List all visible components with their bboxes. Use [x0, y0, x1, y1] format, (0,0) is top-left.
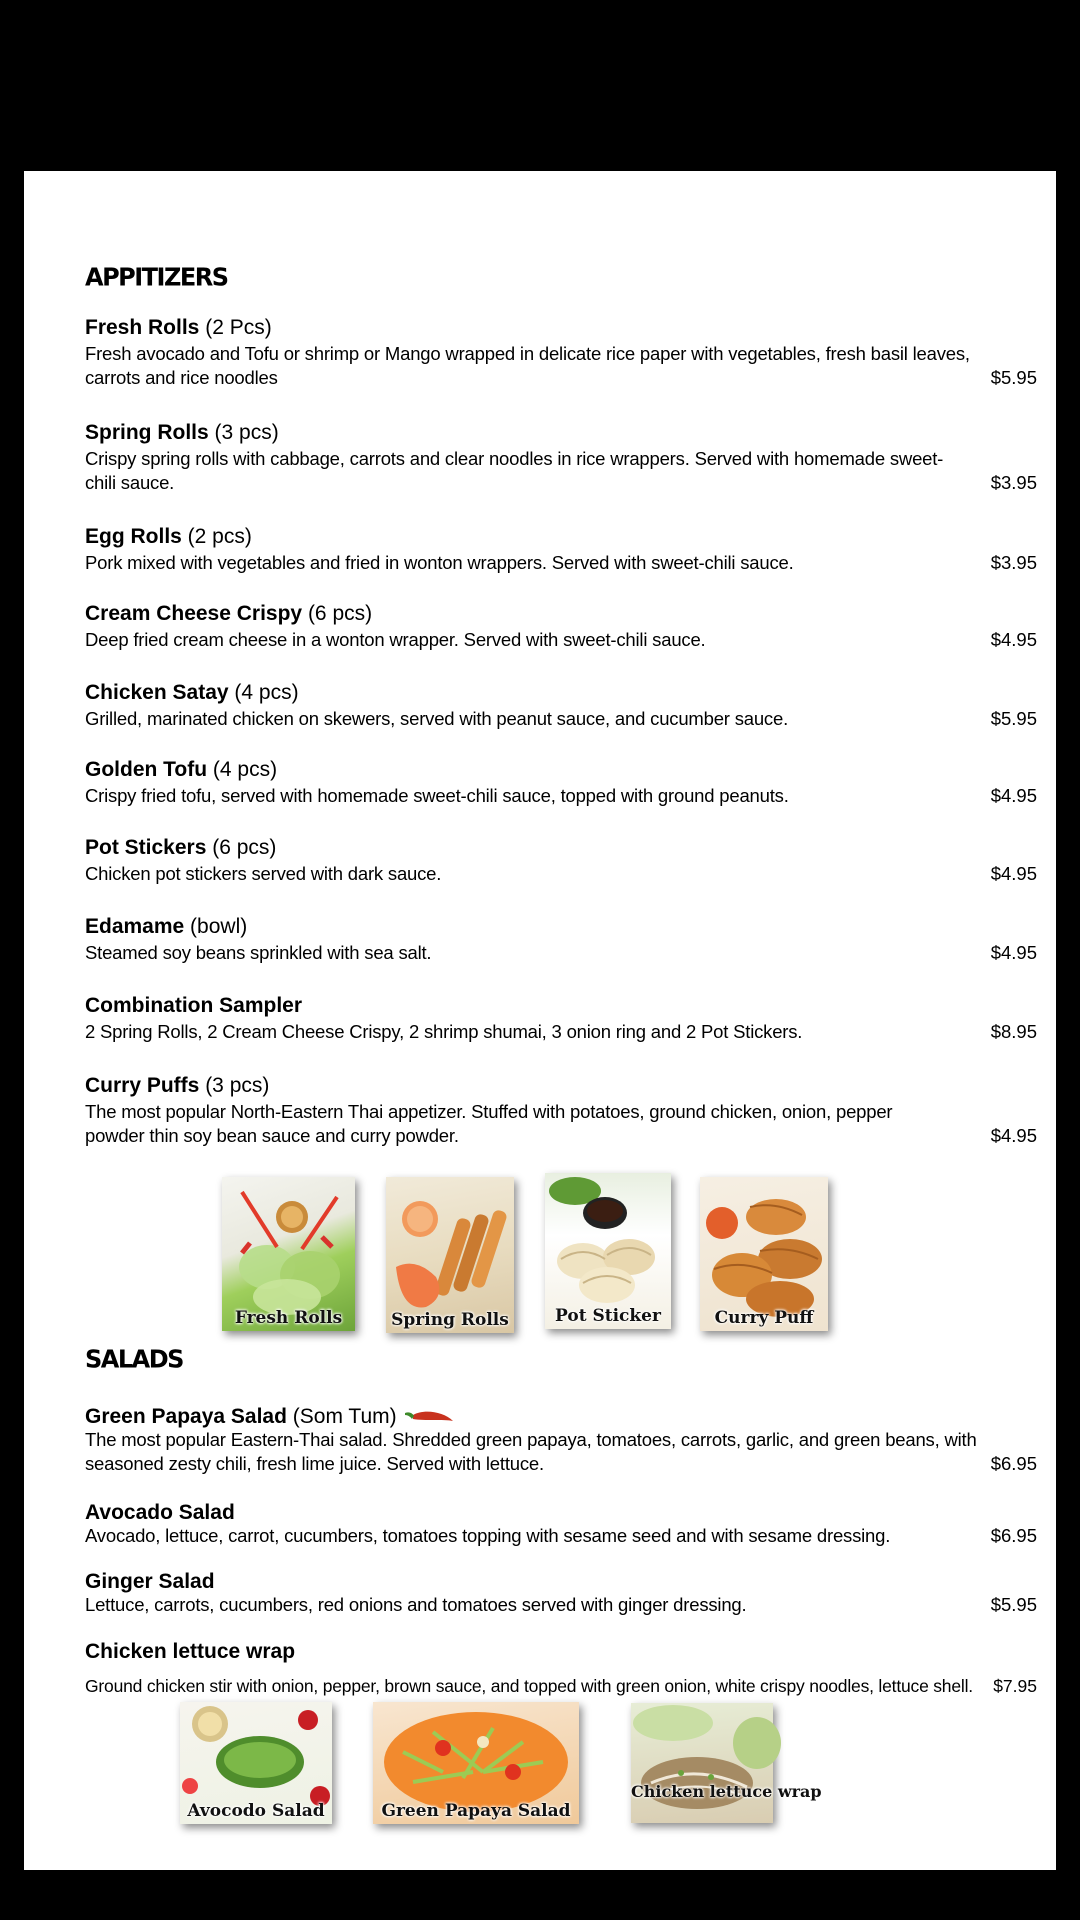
item-qty: (3 pcs) [199, 1074, 270, 1097]
item-name: Chicken Satay [85, 681, 229, 704]
curry-puff-photo [700, 1177, 828, 1331]
item-description: Crispy fried tofu, served with homemade sweet-chili sauce, topped with ground peanuts. [85, 785, 789, 806]
item-price: $3.95 [990, 552, 1037, 573]
menu-item [85, 525, 1037, 575]
item-description: 2 Spring Rolls, 2 Cream Cheese Crispy, 2 shrimp shumai, 3 onion ring and 2 Pot Stickers. [85, 1021, 803, 1042]
menu-item [85, 1405, 1037, 1476]
item-name: Avocado Salad [85, 1501, 235, 1524]
item-name: Egg Rolls [85, 525, 182, 548]
menu-item [85, 994, 1037, 1044]
item-name: Pot Stickers [85, 836, 207, 859]
item-description: Deep fried cream cheese in a wonton wrapper. Served with sweet-chili sauce. [85, 629, 706, 650]
menu-item [85, 1501, 1037, 1548]
item-name: Ginger Salad [85, 1570, 215, 1593]
item-name: Green Papaya Salad [85, 1405, 287, 1428]
fresh-rolls-photo [222, 1177, 355, 1331]
menu-item [85, 602, 1037, 652]
chicken-lettuce-wrap-photo [631, 1703, 822, 1823]
photo-caption: Spring Rolls [391, 1310, 509, 1330]
menu-page [24, 171, 1056, 1870]
photo-caption: Green Papaya Salad [381, 1801, 571, 1821]
photo-caption: Pot Sticker [555, 1306, 661, 1326]
item-name: Curry Puffs [85, 1074, 200, 1097]
item-price: $5.95 [990, 367, 1037, 388]
item-price: $5.95 [990, 708, 1037, 729]
item-price: $6.95 [990, 1525, 1037, 1546]
item-qty: (6 pcs) [302, 602, 373, 625]
item-description: Grilled, marinated chicken on skewers, served with peanut sauce, and cucumber sauce. [85, 708, 789, 729]
menu-item [85, 316, 1037, 390]
item-qty: (2 Pcs) [199, 316, 272, 339]
avocado-salad-photo [180, 1702, 332, 1824]
photo-caption: Fresh Rolls [234, 1308, 343, 1328]
chili-pepper-icon [403, 1407, 455, 1427]
item-description: Pork mixed with vegetables and fried in wonton wrappers. Served with sweet-chili sauce. [85, 552, 794, 573]
item-name: Edamame [85, 915, 185, 938]
menu-item [85, 1570, 1037, 1617]
green-papaya-salad-photo [373, 1702, 579, 1824]
item-price: $4.95 [990, 629, 1037, 650]
menu-item [85, 1640, 1037, 1698]
item-qty: (6 pcs) [206, 836, 277, 859]
item-name: Golden Tofu [85, 758, 208, 781]
item-qty: (3 pcs) [208, 421, 279, 444]
item-description: The most popular North-Eastern Thai appetizer. Stuffed with potatoes, ground chicken, onion, pepper powder thin soy bean sauce and curry powder. [85, 1101, 893, 1146]
item-qty: (2 pcs) [181, 525, 252, 548]
item-description: Lettuce, carrots, cucumbers, red onions and tomatoes served with ginger dressing. [85, 1594, 747, 1615]
menu-item [85, 1074, 1037, 1148]
item-name: Fresh Rolls [85, 316, 200, 339]
item-name: Cream Cheese Crispy [85, 602, 303, 625]
menu-item [85, 836, 1037, 886]
item-price: $4.95 [990, 785, 1037, 806]
item-name: Combination Sampler [85, 994, 303, 1017]
photo-caption: Curry Puff [714, 1308, 814, 1328]
item-description: Fresh avocado and Tofu or shrimp or Mango wrapped in delicate rice paper with vegetables, fresh basil leaves, carrots and rice noodles [85, 343, 970, 388]
photo-caption: Avocodo Salad [187, 1801, 325, 1821]
item-qty: (4 pcs) [228, 681, 299, 704]
item-price: $4.95 [990, 1125, 1037, 1146]
item-description: Ground chicken stir with onion, pepper, brown sauce, and topped with green onion, white crispy noodles, lettuce shell. [85, 1676, 973, 1696]
item-price: $6.95 [990, 1453, 1037, 1474]
item-price: $8.95 [990, 1021, 1037, 1042]
menu-item [85, 681, 1037, 731]
item-qty: (4 pcs) [207, 758, 278, 781]
menu-item [85, 758, 1037, 808]
salads-heading: SALADS [85, 1344, 183, 1374]
menu-item [85, 915, 1037, 965]
item-description: Crispy spring rolls with cabbage, carrots and clear noodles in rice wrappers. Served with homemade sweet-chili sauce. [85, 448, 944, 493]
item-qty: (bowl) [184, 915, 248, 938]
item-description: The most popular Eastern-Thai salad. Shredded green papaya, tomatoes, carrots, garlic, and green beans, with seasoned zesty chili, fresh lime juice. Served with lettuce. [85, 1429, 977, 1474]
appetizers-heading: APPITIZERS [85, 262, 228, 292]
item-name: Chicken lettuce wrap [85, 1640, 296, 1663]
item-price: $4.95 [990, 942, 1037, 963]
menu-item [85, 421, 1037, 495]
spring-rolls-photo [386, 1177, 514, 1333]
item-description: Avocado, lettuce, carrot, cucumbers, tomatoes topping with sesame seed and with sesame dressing. [85, 1525, 891, 1546]
chicken-lettuce-wrap-image [631, 1703, 822, 1823]
item-price: $5.95 [990, 1594, 1037, 1615]
item-qty: (Som Tum) [286, 1405, 397, 1428]
item-price: $4.95 [990, 863, 1037, 884]
item-price: $3.95 [990, 472, 1037, 493]
item-name: Spring Rolls [85, 421, 209, 444]
item-description: Steamed soy beans sprinkled with sea salt. [85, 942, 432, 963]
item-price: $7.95 [993, 1676, 1037, 1696]
photo-caption: Chicken lettuce wrap [631, 1782, 822, 1801]
pot-sticker-photo [545, 1173, 671, 1329]
item-description: Chicken pot stickers served with dark sauce. [85, 863, 442, 884]
